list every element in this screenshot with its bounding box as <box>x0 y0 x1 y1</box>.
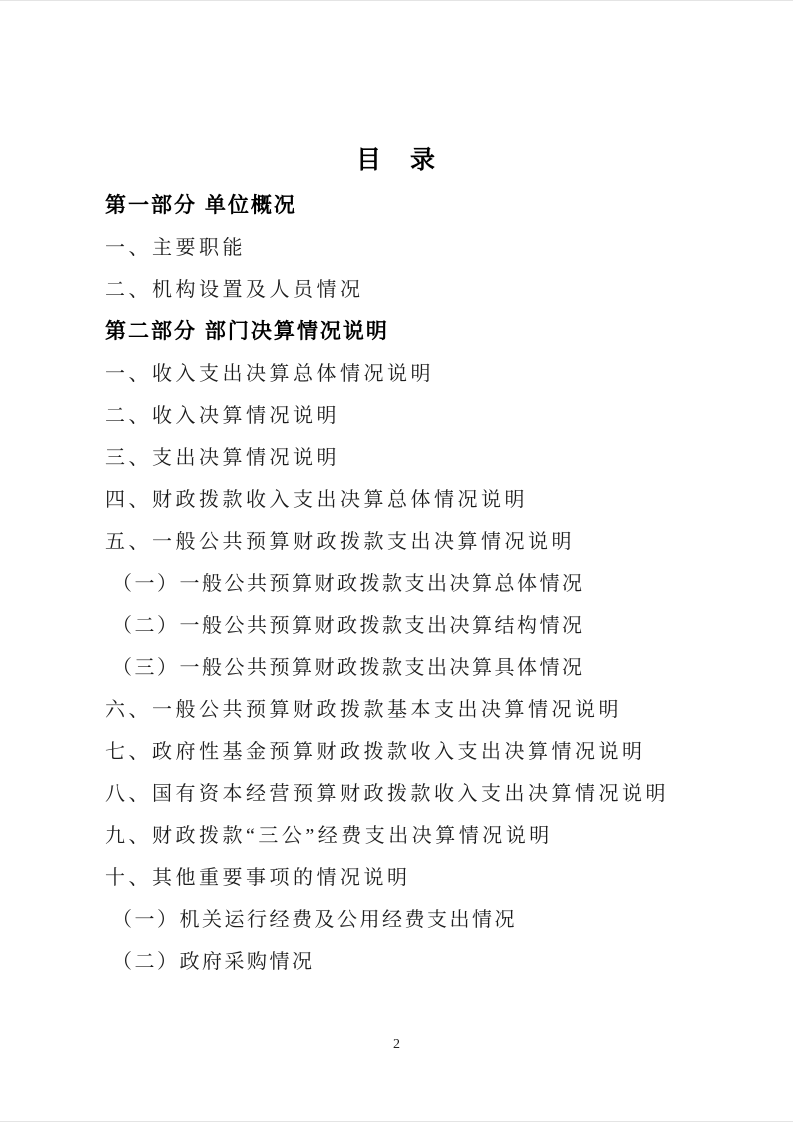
toc-item: 九、财政拨款“三公”经费支出决算情况说明 <box>105 825 553 847</box>
toc-item: 十、其他重要事项的情况说明 <box>105 867 411 889</box>
toc-item: 三、支出决算情况说明 <box>105 447 340 469</box>
toc-item: 七、政府性基金预算财政拨款收入支出决算情况说明 <box>105 741 646 763</box>
toc-subitem: （一）机关运行经费及公用经费支出情况 <box>112 909 517 931</box>
toc-item: 一、主要职能 <box>105 237 246 259</box>
page-number: 2 <box>393 1037 400 1052</box>
toc-item: 六、一般公共预算财政拨款基本支出决算情况说明 <box>105 699 622 721</box>
toc-item: 二、收入决算情况说明 <box>105 405 340 427</box>
table-of-contents <box>105 185 733 983</box>
toc-item: 四、财政拨款收入支出决算总体情况说明 <box>105 489 528 511</box>
toc-item: 一、收入支出决算总体情况说明 <box>105 363 434 385</box>
toc-item: 五、一般公共预算财政拨款支出决算情况说明 <box>105 531 575 553</box>
toc-item: 二、机构设置及人员情况 <box>105 279 364 301</box>
toc-subitem: （二）一般公共预算财政拨款支出决算结构情况 <box>112 615 585 637</box>
toc-subitem: （三）一般公共预算财政拨款支出决算具体情况 <box>112 657 585 679</box>
page-title: 目 录 <box>355 147 437 174</box>
toc-heading-part2: 第二部分 部门决算情况说明 <box>105 320 389 343</box>
toc-subitem: （一）一般公共预算财政拨款支出决算总体情况 <box>112 573 585 595</box>
toc-subitem: （二）政府采购情况 <box>112 951 315 973</box>
toc-item: 八、国有资本经营预算财政拨款收入支出决算情况说明 <box>105 783 669 805</box>
toc-heading-part1: 第一部分 单位概况 <box>105 194 297 217</box>
